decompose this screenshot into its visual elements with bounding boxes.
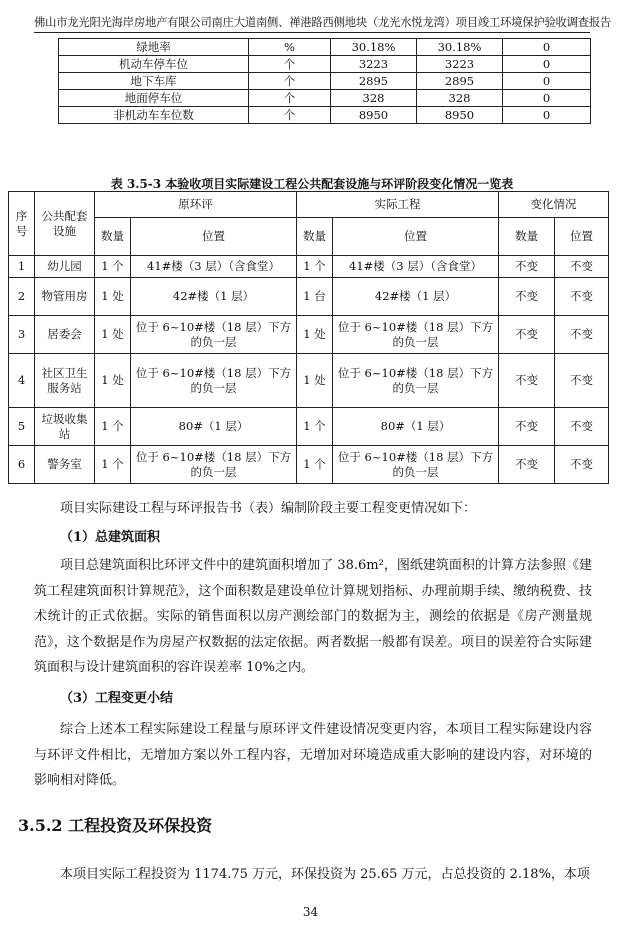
indicator-cell: 个 [249, 56, 331, 73]
indicator-row [59, 39, 591, 56]
facility-cell: 警务室 [35, 446, 95, 484]
header-facility: 公共配套设施 [35, 192, 95, 256]
indicator-cell: 8950 [417, 107, 503, 124]
document-header: 佛山市龙光阳光海岸房地产有限公司南庄大道南侧、禅港路西侧地块（龙光水悦龙湾）项目竣工环境保护验收调查报告 [34, 16, 612, 29]
facility-cell: 位于 6~10#楼（18 层）下方的负一层 [333, 354, 499, 408]
indicator-row [59, 90, 591, 107]
facility-cell: 1 个 [297, 446, 333, 484]
paragraph-change-summary: 综合上述本工程实际建设工程量与原环评文件建设情况变更内容，本项目工程实际建设内容与环评文件相比，无增加方案以外工程内容，无增加对环境造成重大影响的建设内容，对环境的影响相对降低。 [34, 722, 592, 789]
facility-cell: 位于 6~10#楼（18 层）下方的负一层 [333, 316, 499, 354]
facility-cell: 3 [9, 316, 35, 354]
header-eia-pos: 位置 [131, 218, 297, 256]
facility-cell: 不变 [555, 278, 609, 316]
header-eia-qty: 数量 [95, 218, 131, 256]
indicator-cell: 个 [249, 73, 331, 90]
indicator-cell: 2895 [331, 73, 417, 90]
table-caption: 表 3.5-3 本验收项目实际建设工程公共配套设施与环评阶段变化情况一览表 [110, 177, 514, 191]
header-change-pos: 位置 [555, 218, 609, 256]
indicator-cell: 绿地率 [59, 39, 249, 56]
facility-cell: 垃圾收集站 [35, 408, 95, 446]
intro-paragraph: 项目实际建设工程与环评报告书（表）编制阶段主要工程变更情况如下： [60, 501, 477, 516]
facility-cell: 不变 [499, 256, 555, 278]
paragraph-investment: 本项目实际工程投资为 1174.75 万元，环保投资为 25.65 万元，占总投资的 2.18%，本项 [60, 867, 590, 882]
facility-cell: 42#楼（1 层） [131, 278, 297, 316]
facility-cell: 1 个 [297, 408, 333, 446]
facility-cell: 80#（1 层） [333, 408, 499, 446]
paragraph-total-area: 项目总建筑面积比环评文件中的建筑面积增加了 38.6m²，图纸建筑面积的计算方法参照《建筑工程建筑面积计算规范》，这个面积数是建设单位计算规划指标、办理前期手续、缴纳税费、技术统计的正式依据。实际的销售面积以房产测绘部门的数据为主，测绘的依据是《房产测量规范》，这个数据是作为房屋产权数据的法定依据。两者数据一般都有误差。项目的误差符合实际建筑面积与设计建筑面积的容许误差率 10%之内。 [34, 558, 592, 676]
facility-cell: 41#楼（3 层）（含食堂） [131, 256, 297, 278]
facility-cell: 1 处 [95, 354, 131, 408]
facility-cell: 4 [9, 354, 35, 408]
facility-cell: 1 处 [95, 316, 131, 354]
indicator-cell: 非机动车车位数 [59, 107, 249, 124]
facility-cell: 不变 [555, 446, 609, 484]
facility-cell: 不变 [555, 256, 609, 278]
header-change-qty: 数量 [499, 218, 555, 256]
indicator-cell: 328 [417, 90, 503, 107]
indicator-cell: 地面停车位 [59, 90, 249, 107]
indicator-cell: 地下车库 [59, 73, 249, 90]
header-eia: 原环评 [95, 192, 297, 218]
indicator-row [59, 107, 591, 124]
indicator-cell: 0 [503, 90, 591, 107]
header-seq: 序号 [9, 192, 35, 256]
header-change: 变化情况 [499, 192, 609, 218]
indicator-cell: 3223 [331, 56, 417, 73]
header-actual: 实际工程 [297, 192, 499, 218]
facility-row [9, 256, 609, 278]
facility-cell: 1 处 [297, 316, 333, 354]
facility-cell: 1 [9, 256, 35, 278]
facility-cell: 不变 [499, 316, 555, 354]
facility-cell: 不变 [555, 316, 609, 354]
facility-cell: 41#楼（3 层）（含食堂） [333, 256, 499, 278]
facility-cell: 不变 [499, 446, 555, 484]
facility-cell: 幼儿园 [35, 256, 95, 278]
header-actual-qty: 数量 [297, 218, 333, 256]
facility-cell: 居委会 [35, 316, 95, 354]
facility-cell: 社区卫生服务站 [35, 354, 95, 408]
indicator-cell: 30.18% [331, 39, 417, 56]
facility-row [9, 316, 609, 354]
facility-cell: 物管用房 [35, 278, 95, 316]
indicator-cell: % [249, 39, 331, 56]
facility-cell: 1 台 [297, 278, 333, 316]
facility-cell: 1 处 [95, 278, 131, 316]
header-rule [34, 32, 590, 33]
indicator-cell: 3223 [417, 56, 503, 73]
facility-cell: 不变 [499, 354, 555, 408]
facility-cell: 5 [9, 408, 35, 446]
indicator-cell: 328 [331, 90, 417, 107]
facility-cell: 42#楼（1 层） [333, 278, 499, 316]
indicator-row [59, 56, 591, 73]
facility-cell: 1 个 [297, 256, 333, 278]
heading-change-summary: （3）工程变更小结 [60, 691, 174, 706]
facility-cell: 不变 [555, 354, 609, 408]
indicator-cell: 0 [503, 56, 591, 73]
indicator-cell: 个 [249, 107, 331, 124]
indicator-cell: 2895 [417, 73, 503, 90]
indicator-cell: 8950 [331, 107, 417, 124]
facility-cell: 2 [9, 278, 35, 316]
indicator-cell: 0 [503, 39, 591, 56]
facility-cell: 不变 [555, 408, 609, 446]
facility-cell: 不变 [499, 408, 555, 446]
indicator-table [58, 38, 591, 124]
page-number: 34 [302, 905, 319, 919]
facility-cell: 位于 6~10#楼（18 层）下方的负一层 [131, 316, 297, 354]
header-actual-pos: 位置 [333, 218, 499, 256]
facility-row [9, 278, 609, 316]
facility-cell: 1 个 [95, 408, 131, 446]
facilities-table [8, 191, 609, 484]
facility-cell: 不变 [499, 278, 555, 316]
indicator-cell: 机动车停车位 [59, 56, 249, 73]
facility-row [9, 446, 609, 484]
facility-cell: 80#（1 层） [131, 408, 297, 446]
indicator-cell: 0 [503, 73, 591, 90]
facility-cell: 6 [9, 446, 35, 484]
facility-cell: 1 个 [95, 446, 131, 484]
indicator-cell: 30.18% [417, 39, 503, 56]
facility-row [9, 354, 609, 408]
facility-cell: 位于 6~10#楼（18 层）下方的负一层 [131, 446, 297, 484]
indicator-cell: 个 [249, 90, 331, 107]
facility-cell: 1 个 [95, 256, 131, 278]
facility-cell: 位于 6~10#楼（18 层）下方的负一层 [333, 446, 499, 484]
facility-cell: 1 处 [297, 354, 333, 408]
heading-total-area: （1）总建筑面积 [60, 530, 161, 545]
section-heading-investment: 3.5.2 工程投资及环保投资 [18, 816, 213, 835]
indicator-cell: 0 [503, 107, 591, 124]
indicator-row [59, 73, 591, 90]
facility-cell: 位于 6~10#楼（18 层）下方的负一层 [131, 354, 297, 408]
facility-row [9, 408, 609, 446]
